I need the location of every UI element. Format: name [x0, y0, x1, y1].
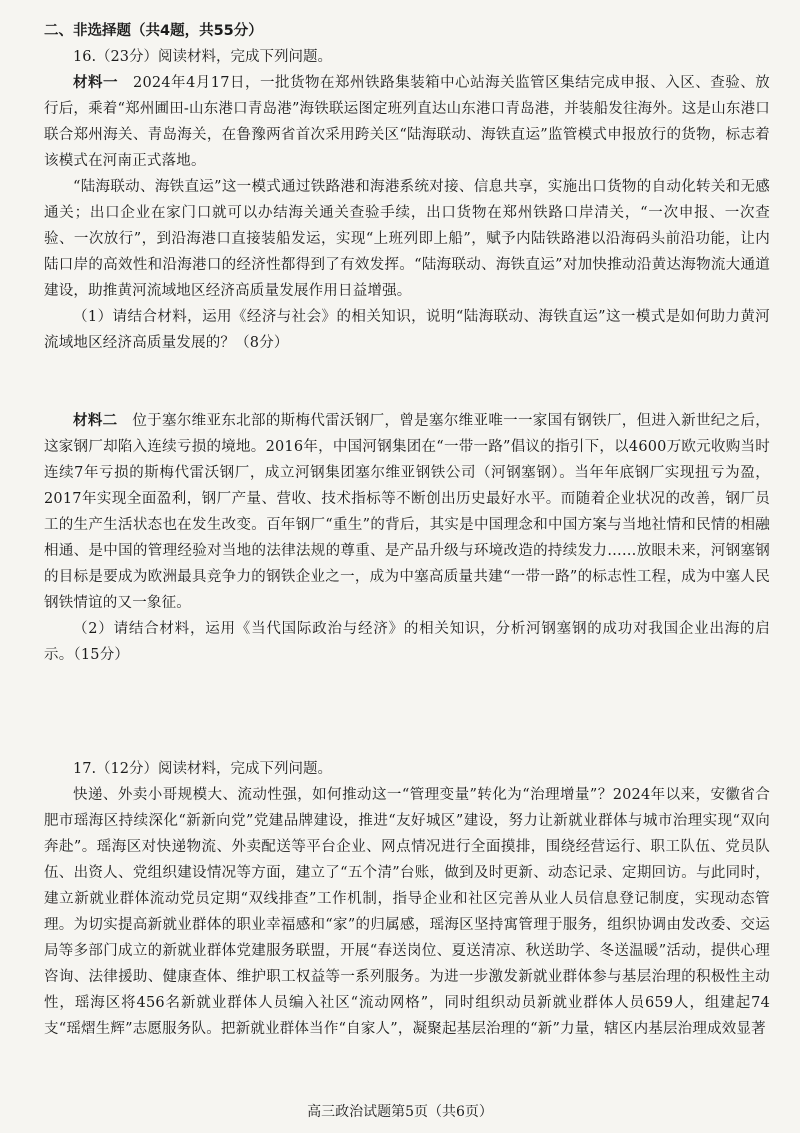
material-1-paragraph-2: “陆海联动、海铁直运”这一模式通过铁路港和海港系统对接、信息共享，实施出口货物的自动化转关和无感通关；出口企业在家门口就可以办结海关通关查验手续，出口货物在郑州铁路口岸清关，“一次申报、一次查验、一次放行”，到沿海港口直接装船发运，实现“上班列即上船”，赋予内陆铁路港以沿海码头前沿功能，让内陆口岸的高效性和沿海港口的经济性都得到了有效发挥。“陆海联动、海铁直运”对加快推动沿黄达海物流大通道建设，助推黄河流域地区经济高质量发展作用日益增强。 — [44, 179, 770, 299]
material-2-paragraph — [44, 408, 770, 616]
question-16-sub-2: （2）请结合材料，运用《当代国际政治与经济》的相关知识，分析河钢塞钢的成功对我国企业出海的启示。（15分） — [44, 621, 770, 663]
material-2-text: 位于塞尔维亚东北部的斯梅代雷沃钢厂，曾是塞尔维亚唯一一家国有钢铁厂，但进入新世纪之后，这家钢厂却陷入连续亏损的境地。2016年，中国河钢集团在“一带一路”倡议的指引下，以4600万欧元收购当时连续7年亏损的斯梅代雷沃钢厂，成立河钢集团塞尔维亚钢铁公司（河钢塞钢）。当年年底钢厂实现扭亏为盈，2017年实现全面盈利，钢厂产量、营收、技术指标等不断创出历史最好水平。而随着企业状况的改善，钢厂员工的生产生活状态也在发生改变。百年钢厂“重生”的背后，其实是中国理念和中国方案与当地社情和民情的相融相通、是中国的管理经验对当地的法律法规的尊重、是产品升级与环境改造的持续发力……放眼未来，河钢塞钢的目标是要成为欧洲最具竞争力的钢铁企业之一，成为中塞高质量共建“一带一路”的标志性工程，成为中塞人民钢铁情谊的又一象征。 — [44, 413, 770, 611]
page-footer: 高三政治试题第5页（共6页） — [307, 1104, 493, 1120]
answer-space-1 — [44, 356, 770, 408]
material-1-paragraph-1 — [44, 70, 770, 174]
material-2-label: 材料二 — [73, 413, 118, 429]
question-16-heading: 16.（23分）阅读材料，完成下列问题。 — [73, 49, 333, 65]
question-16-sub-1: （1）请结合材料，运用《经济与社会》的相关知识，说明“陆海联动、海铁直运”这一模式是如何助力黄河流域地区经济高质量发展的？（8分） — [44, 309, 770, 351]
material-1-label: 材料一 — [73, 75, 119, 91]
material-1-text-1: 2024年4月17日，一批货物在郑州铁路集装箱中心站海关监管区集结完成申报、入区、查验、放行后，乘着“郑州圃田-山东港口青岛港”海铁联运图定班列直达山东港口青岛港，并装船发往海外。这是山东港口联合郑州海关、青岛海关，在鲁豫两省首次采用跨关区“陆海联动、海铁直运”监管模式申报放行的货物，标志着该模式在河南正式落地。 — [44, 75, 770, 169]
question-17-material: 快递、外卖小哥规模大、流动性强，如何推动这一“管理变量”转化为“治理增量”？2024年以来，安徽省合肥市瑶海区持续深化“新新向党”党建品牌建设，推进“友好城区”建设，努力让新就业群体与城市治理实现“双向奔赴”。瑶海区对快递物流、外卖配送等平台企业、网点情况进行全面摸排，围绕经营运行、职工队伍、党员队伍、出资人、党组织建设情况等方面，建立了“五个清”台账，做到及时更新、动态记录、定期回访。与此同时，建立新就业群体流动党员定期“双线排查”工作机制，指导企业和社区完善从业人员信息登记制度，实现动态管理。为切实提高新就业群体的职业幸福感和“家”的归属感，瑶海区坚持寓管理于服务，组织协调由发改委、交运局等多部门成立的新就业群体党建服务联盟，开展“春送岗位、夏送清凉、秋送助学、冬送温暖”活动，提供心理咨询、法律援助、健康查体、维护职工权益等一系列服务。为进一步激发新就业群体参与基层治理的积极性主动性，瑶海区将456名新就业群体人员编入社区“流动网格”，同时组织动员新就业群体人员659人，组建起74支“瑶熠生辉”志愿服务队。把新就业群体当作“自家人”，凝聚起基层治理的“新”力量，辖区内基层治理成效显著 — [44, 787, 770, 1037]
section-title: 二、非选择题（共4题，共55分） — [44, 23, 263, 39]
question-17-heading: 17.（12分）阅读材料，完成下列问题。 — [73, 761, 333, 777]
answer-space-2 — [44, 668, 770, 756]
